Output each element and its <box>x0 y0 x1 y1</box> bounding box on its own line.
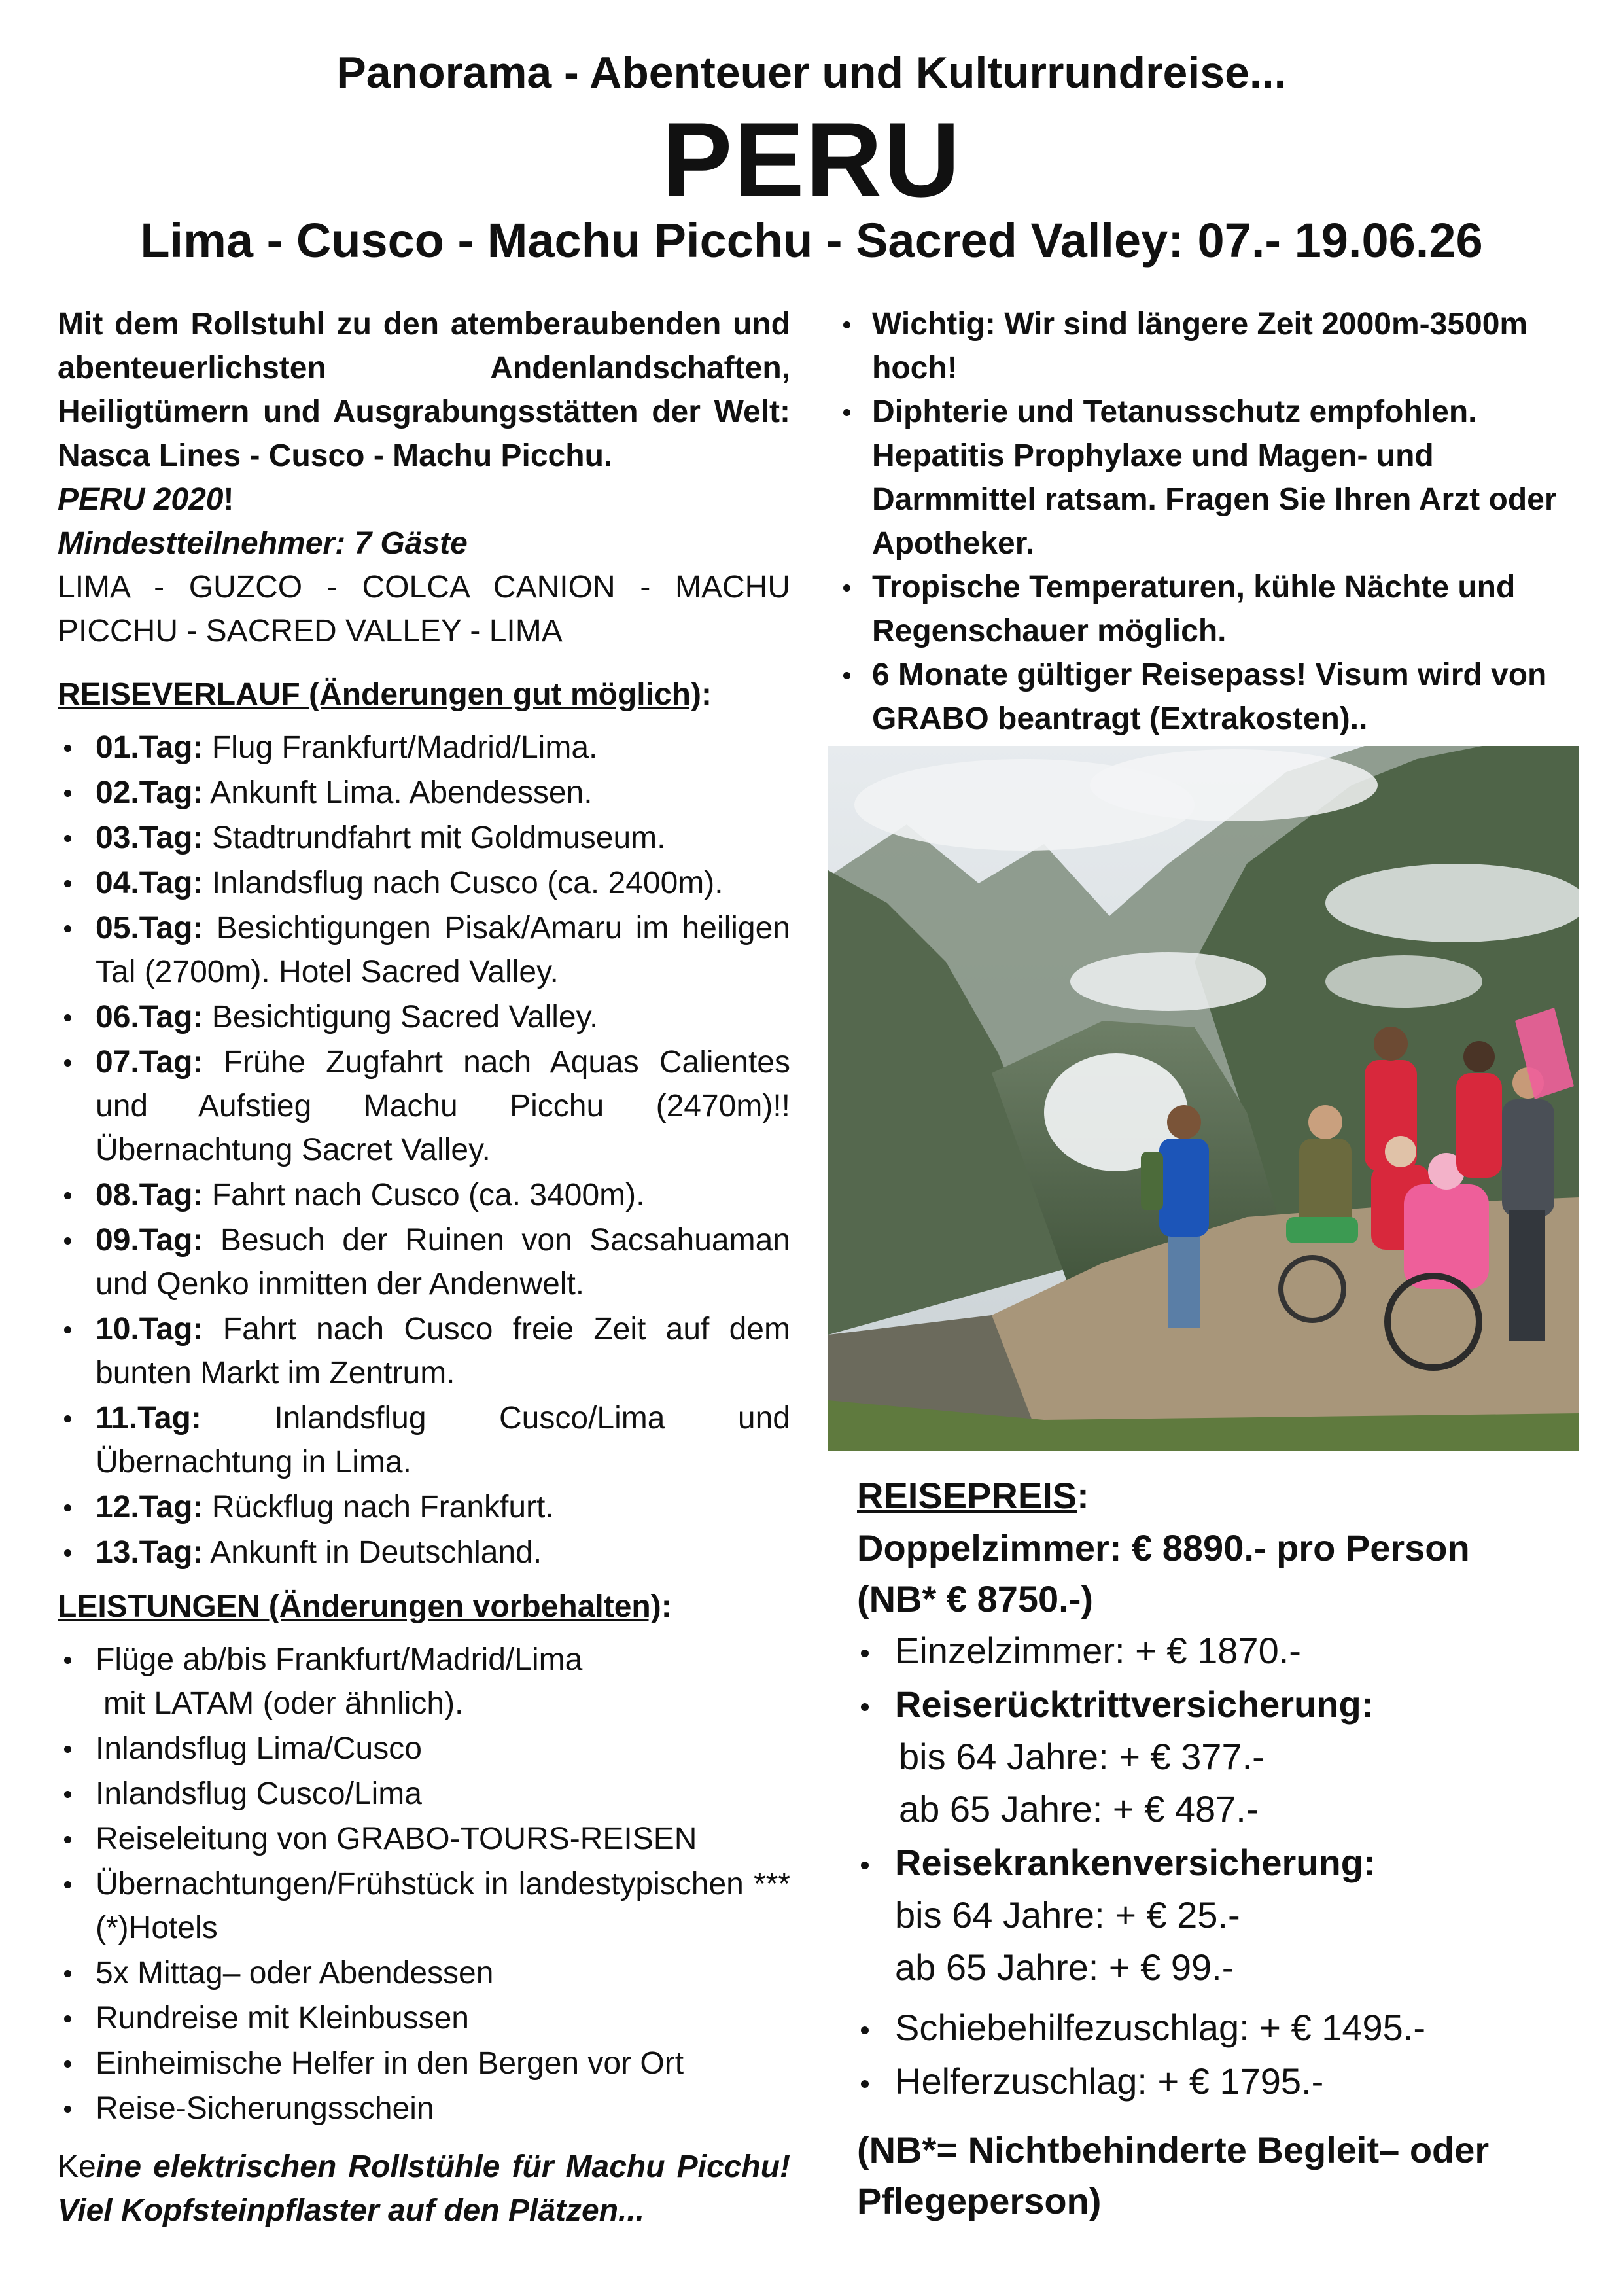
itinerary-item <box>58 726 790 769</box>
wheelchair-note <box>58 2145 790 2233</box>
push-help-surcharge <box>857 2002 1577 2054</box>
services-heading-colon: : <box>661 1589 672 1624</box>
service-item <box>58 1727 790 1771</box>
itinerary-day: 08.Tag: <box>96 1178 203 1212</box>
service-text-continued: mit LATAM (oder ähnlich). <box>103 1686 464 1721</box>
itinerary-heading-text: REISEVERLAUF (Änderungen gut möglich) <box>58 677 701 712</box>
services-heading <box>58 1585 790 1629</box>
min-participants: Mindestteilnehmer: 7 Gäste <box>58 526 468 561</box>
itinerary-day: 03.Tag: <box>96 821 203 855</box>
itinerary-item <box>58 861 790 905</box>
backpack <box>1141 1152 1163 1210</box>
itinerary-text: Frühe Zugfahrt nach Aquas Calientes und Aufstieg Machu Picchu (2470m)!! Übernachtung Sacret Valley. <box>96 1045 791 1167</box>
service-item <box>58 1638 790 1725</box>
important-list <box>834 302 1573 741</box>
service-item <box>58 1996 790 2040</box>
person-pink <box>1404 1184 1489 1289</box>
service-text: Reise-Sicherungsschein <box>96 2091 434 2126</box>
itinerary-day: 06.Tag: <box>96 1000 203 1034</box>
important-item: 6 Monate gültiger Reisepass! Visum wird von GRABO beantragt (Extrakosten).. <box>834 653 1573 741</box>
service-text: Reiseleitung von GRABO-TOURS-REISEN <box>96 1822 697 1856</box>
service-item <box>58 1862 790 1950</box>
itinerary-day: 10.Tag: <box>96 1312 203 1347</box>
itinerary-text: Flug Frankfurt/Madrid/Lima. <box>211 730 598 765</box>
service-text: Inlandsflug Lima/Cusco <box>96 1731 422 1766</box>
person-blue-head <box>1167 1105 1201 1139</box>
health-title: Reisekrankenversicherung: <box>895 1842 1376 1883</box>
photo-illustration <box>828 746 1579 1451</box>
service-text: Rundreise mit Kleinbussen <box>96 2001 469 2036</box>
itinerary-item <box>58 771 790 815</box>
cloud <box>1325 864 1579 942</box>
itinerary-text: Rückflug nach Frankfurt. <box>211 1490 554 1525</box>
service-item <box>58 2041 790 2085</box>
route-list: LIMA - GUZCO - COLCA CANION - MACHU PICCHU - SACRED VALLEY - LIMA <box>58 570 790 648</box>
important-item: Wichtig: Wir sind längere Zeit 2000m-3500m hoch! <box>834 302 1573 390</box>
cancellation-65: ab 65 Jahre: + € 487.- <box>899 1788 1259 1829</box>
itinerary-list <box>58 726 790 1574</box>
single-room-price <box>857 1625 1577 1677</box>
itinerary-item <box>58 1396 790 1484</box>
service-text: Einheimische Helfer in den Bergen vor Ort <box>96 2046 684 2081</box>
itinerary-item <box>58 1530 790 1574</box>
itinerary-text: Stadtrundfahrt mit Goldmuseum. <box>211 821 666 855</box>
cancellation-insurance <box>857 1678 1577 1835</box>
service-text: 5x Mittag– oder Abendessen <box>96 1956 494 1990</box>
single-room-price-text: Einzelzimmer: + € 1870.- <box>895 1630 1301 1671</box>
itinerary-day: 04.Tag: <box>96 866 203 900</box>
itinerary-text: Inlandsflug Cusco/Lima und Übernachtung in Lima. <box>96 1401 791 1479</box>
cancellation-64: bis 64 Jahre: + € 377.- <box>899 1736 1265 1777</box>
left-column <box>58 302 790 2233</box>
itinerary-text: Besichtigungen Pisak/Amaru im heiligen Tal (2700m). Hotel Sacred Valley. <box>96 911 790 989</box>
person-red-3 <box>1456 1073 1502 1178</box>
health-insurance <box>857 1837 1577 1994</box>
helper-surcharge <box>857 2055 1577 2108</box>
nb-price: (NB* € 8750.-) <box>857 1578 1094 1619</box>
itinerary-text: Ankunft in Deutschland. <box>210 1535 542 1570</box>
price-heading <box>857 1469 1577 1523</box>
itinerary-item <box>58 1040 790 1172</box>
services-heading-text: LEISTUNGEN (Änderungen vorbehalten) <box>58 1589 661 1624</box>
itinerary-day: 07.Tag: <box>96 1045 203 1080</box>
itinerary-day: 05.Tag: <box>96 911 203 945</box>
itinerary-item <box>58 1218 790 1306</box>
itinerary-text: Besuch der Ruinen von Sacsahuaman und Qenko inmitten der Andenwelt. <box>96 1223 791 1301</box>
cloud <box>1090 749 1378 821</box>
person-grey <box>1502 1099 1554 1217</box>
price-heading-text: REISEPREIS <box>857 1475 1077 1516</box>
person-blue-legs <box>1168 1230 1200 1328</box>
cancellation-title: Reiserücktrittversicherung: <box>895 1684 1374 1725</box>
peru-2020: PERU 2020 <box>58 482 224 517</box>
person-grey-legs <box>1509 1210 1545 1341</box>
wheelchair-note-text: ine elektrischen Rollstühle für Machu Picchu! Viel Kopfsteinpflaster auf den Plätzen... <box>58 2149 790 2228</box>
intro-text: Mit dem Rollstuhl zu den atemberaubenden und abenteuerlichsten Andenlandschaften, Heiligtümern und Ausgrabungsstätten der Welt: Nasca Lines - Cusco - Machu Picchu. <box>58 307 790 473</box>
itinerary-text: Fahrt nach Cusco freie Zeit auf dem bunten Markt im Zentrum. <box>96 1312 790 1390</box>
double-room-price: Doppelzimmer: € 8890.- pro Person <box>857 1527 1470 1568</box>
services-list <box>58 1638 790 2130</box>
itinerary-day: 01.Tag: <box>96 730 203 765</box>
itinerary-item <box>58 1173 790 1217</box>
itinerary-item <box>58 1485 790 1529</box>
cloud <box>1325 955 1482 1008</box>
service-text: Inlandsflug Cusco/Lima <box>96 1776 422 1811</box>
itinerary-text: Ankunft Lima. Abendessen. <box>210 775 593 810</box>
person-olive-head <box>1308 1105 1342 1139</box>
itinerary-item <box>58 906 790 994</box>
person-olive <box>1299 1139 1352 1230</box>
person-red-3-head <box>1463 1041 1495 1072</box>
title-line-1: Panorama - Abenteuer und Kulturrundreise... <box>336 48 1287 97</box>
important-item: Tropische Temperaturen, kühle Nächte und Regenschauer möglich. <box>834 565 1573 653</box>
title-route-dates: Lima - Cusco - Machu Picchu - Sacred Valley: 07.- 19.06.26 <box>140 213 1483 268</box>
important-column <box>834 302 1573 741</box>
machu-picchu-group-photo <box>828 746 1579 1451</box>
itinerary-day: 11.Tag: <box>96 1401 201 1436</box>
itinerary-day: 13.Tag: <box>96 1535 203 1570</box>
service-text: Flüge ab/bis Frankfurt/Madrid/Lima <box>96 1642 583 1677</box>
itinerary-heading <box>58 673 790 716</box>
title-peru: PERU <box>661 101 962 219</box>
service-text: Übernachtungen/Frühstück in landestypischen ***(*)Hotels <box>96 1867 790 1945</box>
helper-text: Helferzuschlag: + € 1795.- <box>895 2060 1324 2102</box>
health-65: ab 65 Jahre: + € 99.- <box>895 1947 1234 1988</box>
itinerary-day: 02.Tag: <box>96 775 203 810</box>
price-section <box>857 1469 1577 2227</box>
push-help-text: Schiebehilfezuschlag: + € 1495.- <box>895 2007 1425 2048</box>
wheelchair-note-prefix: Ke <box>58 2149 96 2184</box>
itinerary-item <box>58 1307 790 1395</box>
peru-2020-exclaim: ! <box>223 482 234 517</box>
itinerary-item <box>58 816 790 860</box>
price-heading-colon: : <box>1077 1475 1089 1516</box>
price-list <box>857 1625 1577 2108</box>
service-item <box>58 1951 790 1995</box>
person-red-2-head <box>1385 1136 1416 1167</box>
itinerary-text: Fahrt nach Cusco (ca. 3400m). <box>211 1178 645 1212</box>
person-red-1-head <box>1374 1027 1408 1061</box>
itinerary-day: 09.Tag: <box>96 1223 203 1258</box>
peru-2020-line <box>58 478 790 521</box>
itinerary-heading-colon: : <box>701 677 712 712</box>
itinerary-item <box>58 995 790 1039</box>
person-blue-jacket <box>1159 1139 1209 1237</box>
cloud <box>1070 952 1266 1011</box>
service-item <box>58 1772 790 1816</box>
itinerary-day: 12.Tag: <box>96 1490 203 1525</box>
blanket-green <box>1286 1217 1358 1243</box>
service-item <box>58 2087 790 2130</box>
health-64: bis 64 Jahre: + € 25.- <box>895 1894 1240 1935</box>
nb-note: (NB*= Nichtbehinderte Begleit– oder Pflegeperson) <box>857 2129 1490 2221</box>
service-item <box>58 1817 790 1861</box>
important-item: Diphterie und Tetanusschutz empfohlen. Hepatitis Prophylaxe und Magen- und Darmmittel ratsam. Fragen Sie Ihren Arzt oder Apotheker. <box>834 390 1573 565</box>
itinerary-text: Inlandsflug nach Cusco (ca. 2400m). <box>211 866 724 900</box>
itinerary-text: Besichtigung Sacred Valley. <box>211 1000 599 1034</box>
